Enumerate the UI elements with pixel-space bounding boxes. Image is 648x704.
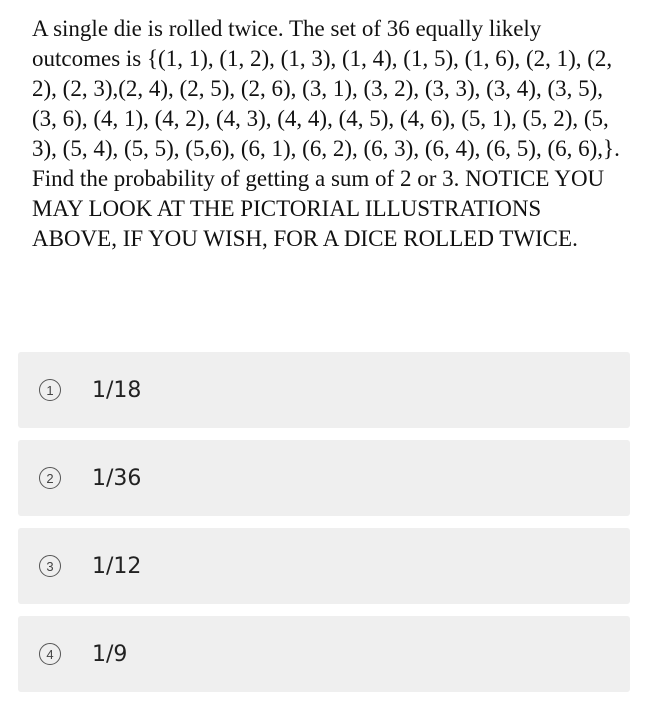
- option-number-badge: 2: [39, 467, 61, 489]
- option-label: 1/12: [92, 553, 142, 579]
- option-label: 1/18: [92, 377, 142, 403]
- answer-options: [18, 352, 630, 704]
- answer-option-1[interactable]: [18, 352, 630, 428]
- option-label: 1/9: [92, 641, 128, 667]
- question-text: A single die is rolled twice. The set of 36 equally likely outcomes is {(1, 1), (1, 2), (1, 3), (1, 4), (1, 5), (1, 6), (2, 1), (2, 2), (2, 3),(2, 4), (2, 5), (2, 6), (3, 1), (3, 2), (3, 3), (3, 4), (3, 5), (3, 6), (4, 1), (4, 2), (4, 3), (4, 4), (4, 5), (4, 6), (5, 1), (5, 2), (5, 3), (5, 4), (5, 5), (5,6), (6, 1), (6, 2), (6, 3), (6, 4), (6, 5), (6, 6),}. Find the probability of getting a sum of 2 or 3. NOTICE YOU MAY LOOK AT THE PICTORIAL ILLUSTRATIONS ABOVE, IF YOU WISH, FOR A DICE ROLLED TWICE.: [32, 16, 620, 251]
- answer-option-2[interactable]: [18, 440, 630, 516]
- option-number-badge: 3: [39, 555, 61, 577]
- option-label: 1/36: [92, 465, 142, 491]
- answer-option-4[interactable]: [18, 616, 630, 692]
- answer-option-3[interactable]: [18, 528, 630, 604]
- option-number-badge: 1: [39, 379, 61, 401]
- option-number-badge: 4: [39, 643, 61, 665]
